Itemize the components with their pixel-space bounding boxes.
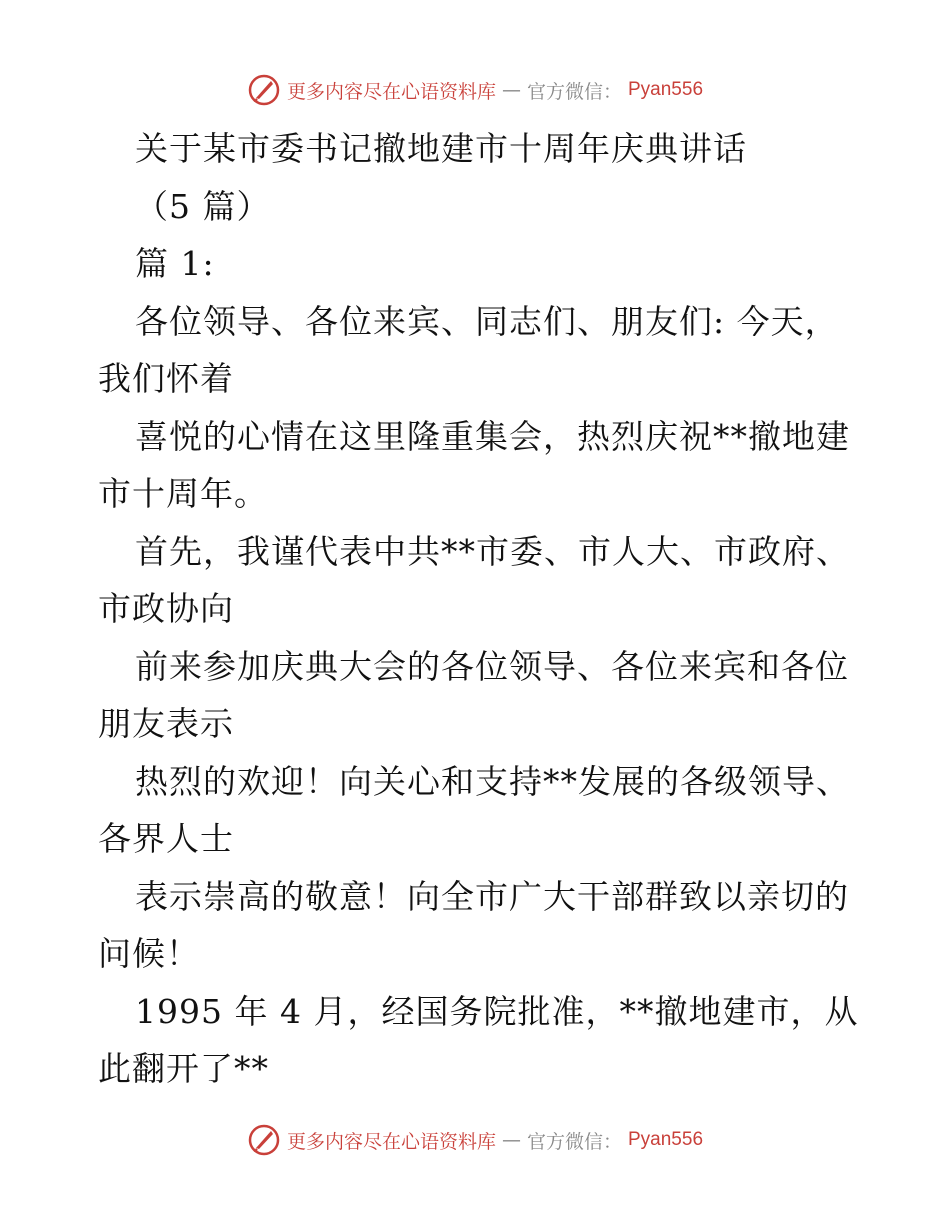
header-watermark <box>0 70 950 110</box>
paragraph-line: 市十周年。 <box>98 474 268 513</box>
document-body <box>98 120 868 1098</box>
footer-watermark <box>0 1120 950 1160</box>
document-title: 关于某市委书记撤地建市十周年庆典讲话 <box>135 129 747 168</box>
paragraph-line: 此翻开了** <box>98 1049 269 1088</box>
watermark-main-text: 更多内容尽在心语资料库 <box>286 1130 496 1153</box>
watermark-dash: — <box>501 79 521 101</box>
watermark-official-label: 官方微信： <box>526 80 622 103</box>
paragraph-line: 前来参加庆典大会的各位领导、各位来宾和各位 <box>135 646 849 686</box>
paragraph-line: 市政协向 <box>98 589 234 628</box>
paragraph-line: 热烈的欢迎！向关心和支持**发展的各级领导、 <box>135 761 850 801</box>
paragraph-line: 我们怀着 <box>98 359 234 398</box>
watermark-handle: Pyan556 <box>628 1129 704 1150</box>
watermark-handle: Pyan556 <box>628 79 704 100</box>
paragraph-line: 问候！ <box>98 934 200 973</box>
feather-pen-logo-icon <box>247 73 281 107</box>
paragraph-line: 表示崇高的敬意！向全市广大干部群致以亲切的 <box>135 876 849 916</box>
paragraph-line: 各界人士 <box>98 819 234 858</box>
paragraph-line: 各位领导、各位来宾、同志们、朋友们: 今天， <box>135 301 839 341</box>
paragraph-line: 喜悦的心情在这里隆重集会，热烈庆祝**撤地建 <box>135 416 850 456</box>
watermark-dash: — <box>501 1129 521 1151</box>
document-subtitle: （5 篇） <box>135 186 271 226</box>
watermark-main-text: 更多内容尽在心语资料库 <box>286 80 496 103</box>
feather-pen-logo-icon <box>247 1123 281 1157</box>
paragraph-line: 首先，我谨代表中共**市委、市人大、市政府、 <box>135 531 850 571</box>
watermark-official-label: 官方微信： <box>526 1130 622 1153</box>
section-heading: 篇 1: <box>135 244 215 283</box>
paragraph-line: 朋友表示 <box>98 704 234 743</box>
paragraph-line: 1995 年 4 月，经国务院批准，**撤地建市，从 <box>135 991 859 1031</box>
